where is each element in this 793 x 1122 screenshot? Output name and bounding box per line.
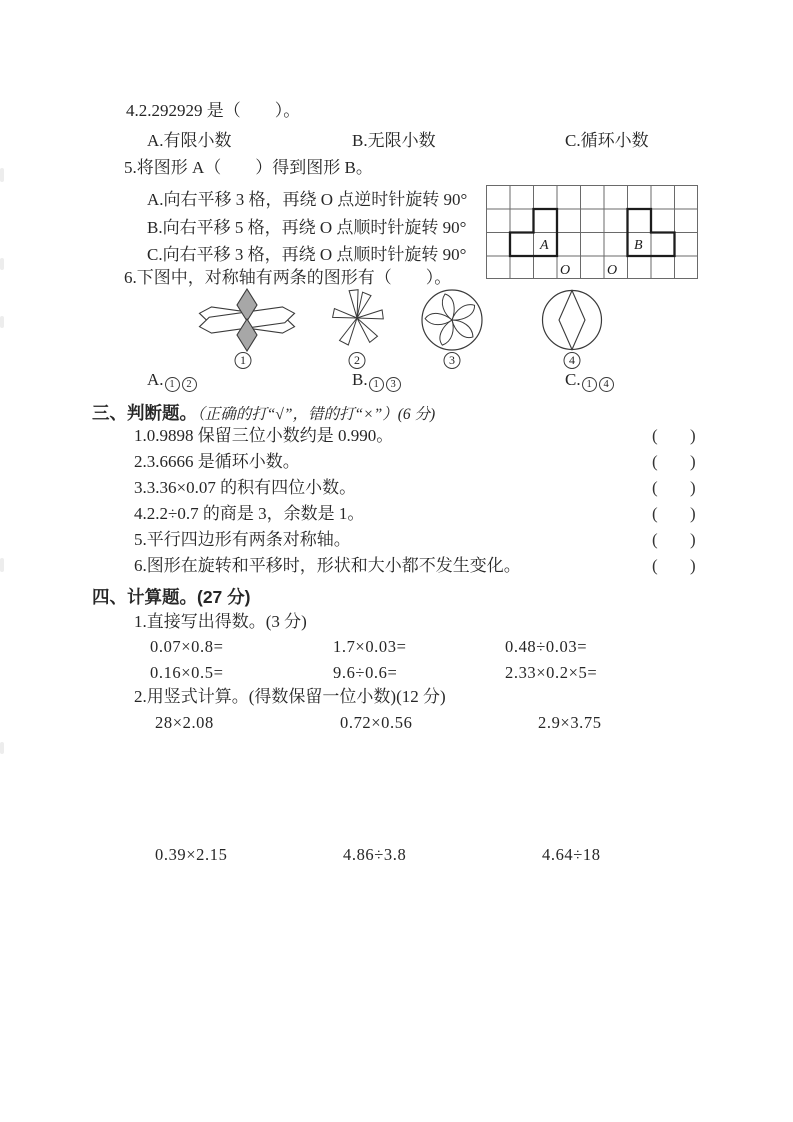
answer-bracket-open: ( xyxy=(652,504,658,523)
expression: 1.7×0.03= xyxy=(333,637,407,656)
figure-1-label: 1 xyxy=(234,349,253,369)
expression: 28×2.08 xyxy=(155,713,214,732)
section-3-heading: 三、判断题。 xyxy=(92,403,197,423)
q4-option-a: A.有限小数 xyxy=(147,131,232,150)
question-5-stem: 5.将图形 A（ ）得到图形 B。 xyxy=(124,158,373,177)
expression: 0.72×0.56 xyxy=(340,713,413,732)
q6-option-b: B. 1 3 xyxy=(352,370,402,392)
judge-row-5 xyxy=(0,530,793,552)
q5-grid-figure xyxy=(486,185,698,279)
expression: 2.33×0.2×5= xyxy=(505,663,598,682)
judge-item-text: 6.图形在旋转和平移时，形状和大小都不发生变化。 xyxy=(134,556,521,575)
page-edge-artifact xyxy=(0,742,4,754)
answer-bracket-close: ) xyxy=(690,530,696,549)
answer-bracket-close: ) xyxy=(690,504,696,523)
expression: 4.86÷3.8 xyxy=(343,845,407,864)
judge-row-3 xyxy=(0,478,793,500)
answer-bracket-open: ( xyxy=(652,478,658,497)
answer-bracket-open: ( xyxy=(652,530,658,549)
page-edge-artifact xyxy=(0,258,4,270)
expression: 0.07×0.8= xyxy=(150,637,224,656)
section-3-note: （正确的打“√”，错的打“×”）(6 分) xyxy=(197,406,436,423)
q6-figure-3 xyxy=(420,288,484,352)
q6-figure-labels xyxy=(0,349,793,371)
grid-label-b: B xyxy=(634,238,643,253)
q4-option-c: C.循环小数 xyxy=(565,131,649,150)
grid-label-a: A xyxy=(540,238,549,253)
q4-option-b: B.无限小数 xyxy=(352,131,436,150)
judge-item-text: 4.2.2÷0.7 的商是 3，余数是 1。 xyxy=(134,504,365,523)
question-4-options xyxy=(0,131,793,153)
question-6-stem: 6.下图中，对称轴有两条的图形有（ ）。 xyxy=(124,268,452,287)
answer-bracket-close: ) xyxy=(690,426,696,445)
q6-option-a: A. 1 2 xyxy=(147,370,198,392)
section-3-title xyxy=(92,400,435,425)
expression: 0.48÷0.03= xyxy=(505,637,588,656)
judge-item-text: 2.3.6666 是循环小数。 xyxy=(134,452,300,471)
answer-bracket-open: ( xyxy=(652,426,658,445)
q6-figure-1 xyxy=(197,288,297,352)
expression: 0.16×0.5= xyxy=(150,663,224,682)
rhombus-in-circle-figure xyxy=(541,289,603,351)
mental-math-row-2 xyxy=(0,663,793,685)
question-6-options xyxy=(0,370,793,392)
section-4-heading: 四、计算题。(27 分) xyxy=(92,587,251,607)
mental-math-row-1 xyxy=(0,637,793,659)
judge-item-text: 5.平行四边形有两条对称轴。 xyxy=(134,530,351,549)
judge-row-2 xyxy=(0,452,793,474)
answer-bracket-close: ) xyxy=(690,478,696,497)
answer-bracket-close: ) xyxy=(690,556,696,575)
column-calc-row-1 xyxy=(0,713,793,735)
sub1-title: 1.直接写出得数。(3 分) xyxy=(134,612,307,631)
figure-2-label: 2 xyxy=(348,349,367,369)
grid-label-o2: O xyxy=(607,263,618,278)
q5-option-b: B.向右平移 5 格，再绕 O 点顺时针旋转 90° xyxy=(147,218,467,237)
grid-diagram xyxy=(486,185,698,279)
column-calc-row-2 xyxy=(0,845,793,867)
pinwheel-figure xyxy=(315,288,399,350)
judge-row-4 xyxy=(0,504,793,526)
judge-row-1 xyxy=(0,426,793,448)
expression: 0.39×2.15 xyxy=(155,845,228,864)
answer-bracket-close: ) xyxy=(690,452,696,471)
judge-item-text: 3.3.36×0.07 的积有四位小数。 xyxy=(134,478,357,497)
rhombus-star-figure xyxy=(197,288,297,352)
grid-label-o1: O xyxy=(560,263,571,278)
judge-row-6 xyxy=(0,556,793,578)
page-edge-artifact xyxy=(0,316,4,328)
q5-option-c: C.向右平移 3 格，再绕 O 点顺时针旋转 90° xyxy=(147,245,467,264)
figure-3-label: 3 xyxy=(443,349,462,369)
question-4-stem: 4.2.292929 是（ ）。 xyxy=(126,101,301,120)
answer-bracket-open: ( xyxy=(652,452,658,471)
figure-4-label: 4 xyxy=(563,349,582,369)
page-edge-artifact xyxy=(0,168,4,182)
sub2-title: 2.用竖式计算。(得数保留一位小数)(12 分) xyxy=(134,687,446,706)
expression: 2.9×3.75 xyxy=(538,713,602,732)
q6-figure-4 xyxy=(541,289,603,351)
q6-option-c: C. 1 4 xyxy=(565,370,615,392)
answer-bracket-open: ( xyxy=(652,556,658,575)
judge-item-text: 1.0.9898 保留三位小数约是 0.990。 xyxy=(134,426,394,445)
swirl-flower-figure xyxy=(420,288,484,352)
expression: 4.64÷18 xyxy=(542,845,601,864)
expression: 9.6÷0.6= xyxy=(333,663,398,682)
q6-figure-2 xyxy=(315,288,399,350)
q5-option-a: A.向右平移 3 格，再绕 O 点逆时针旋转 90° xyxy=(147,190,468,209)
